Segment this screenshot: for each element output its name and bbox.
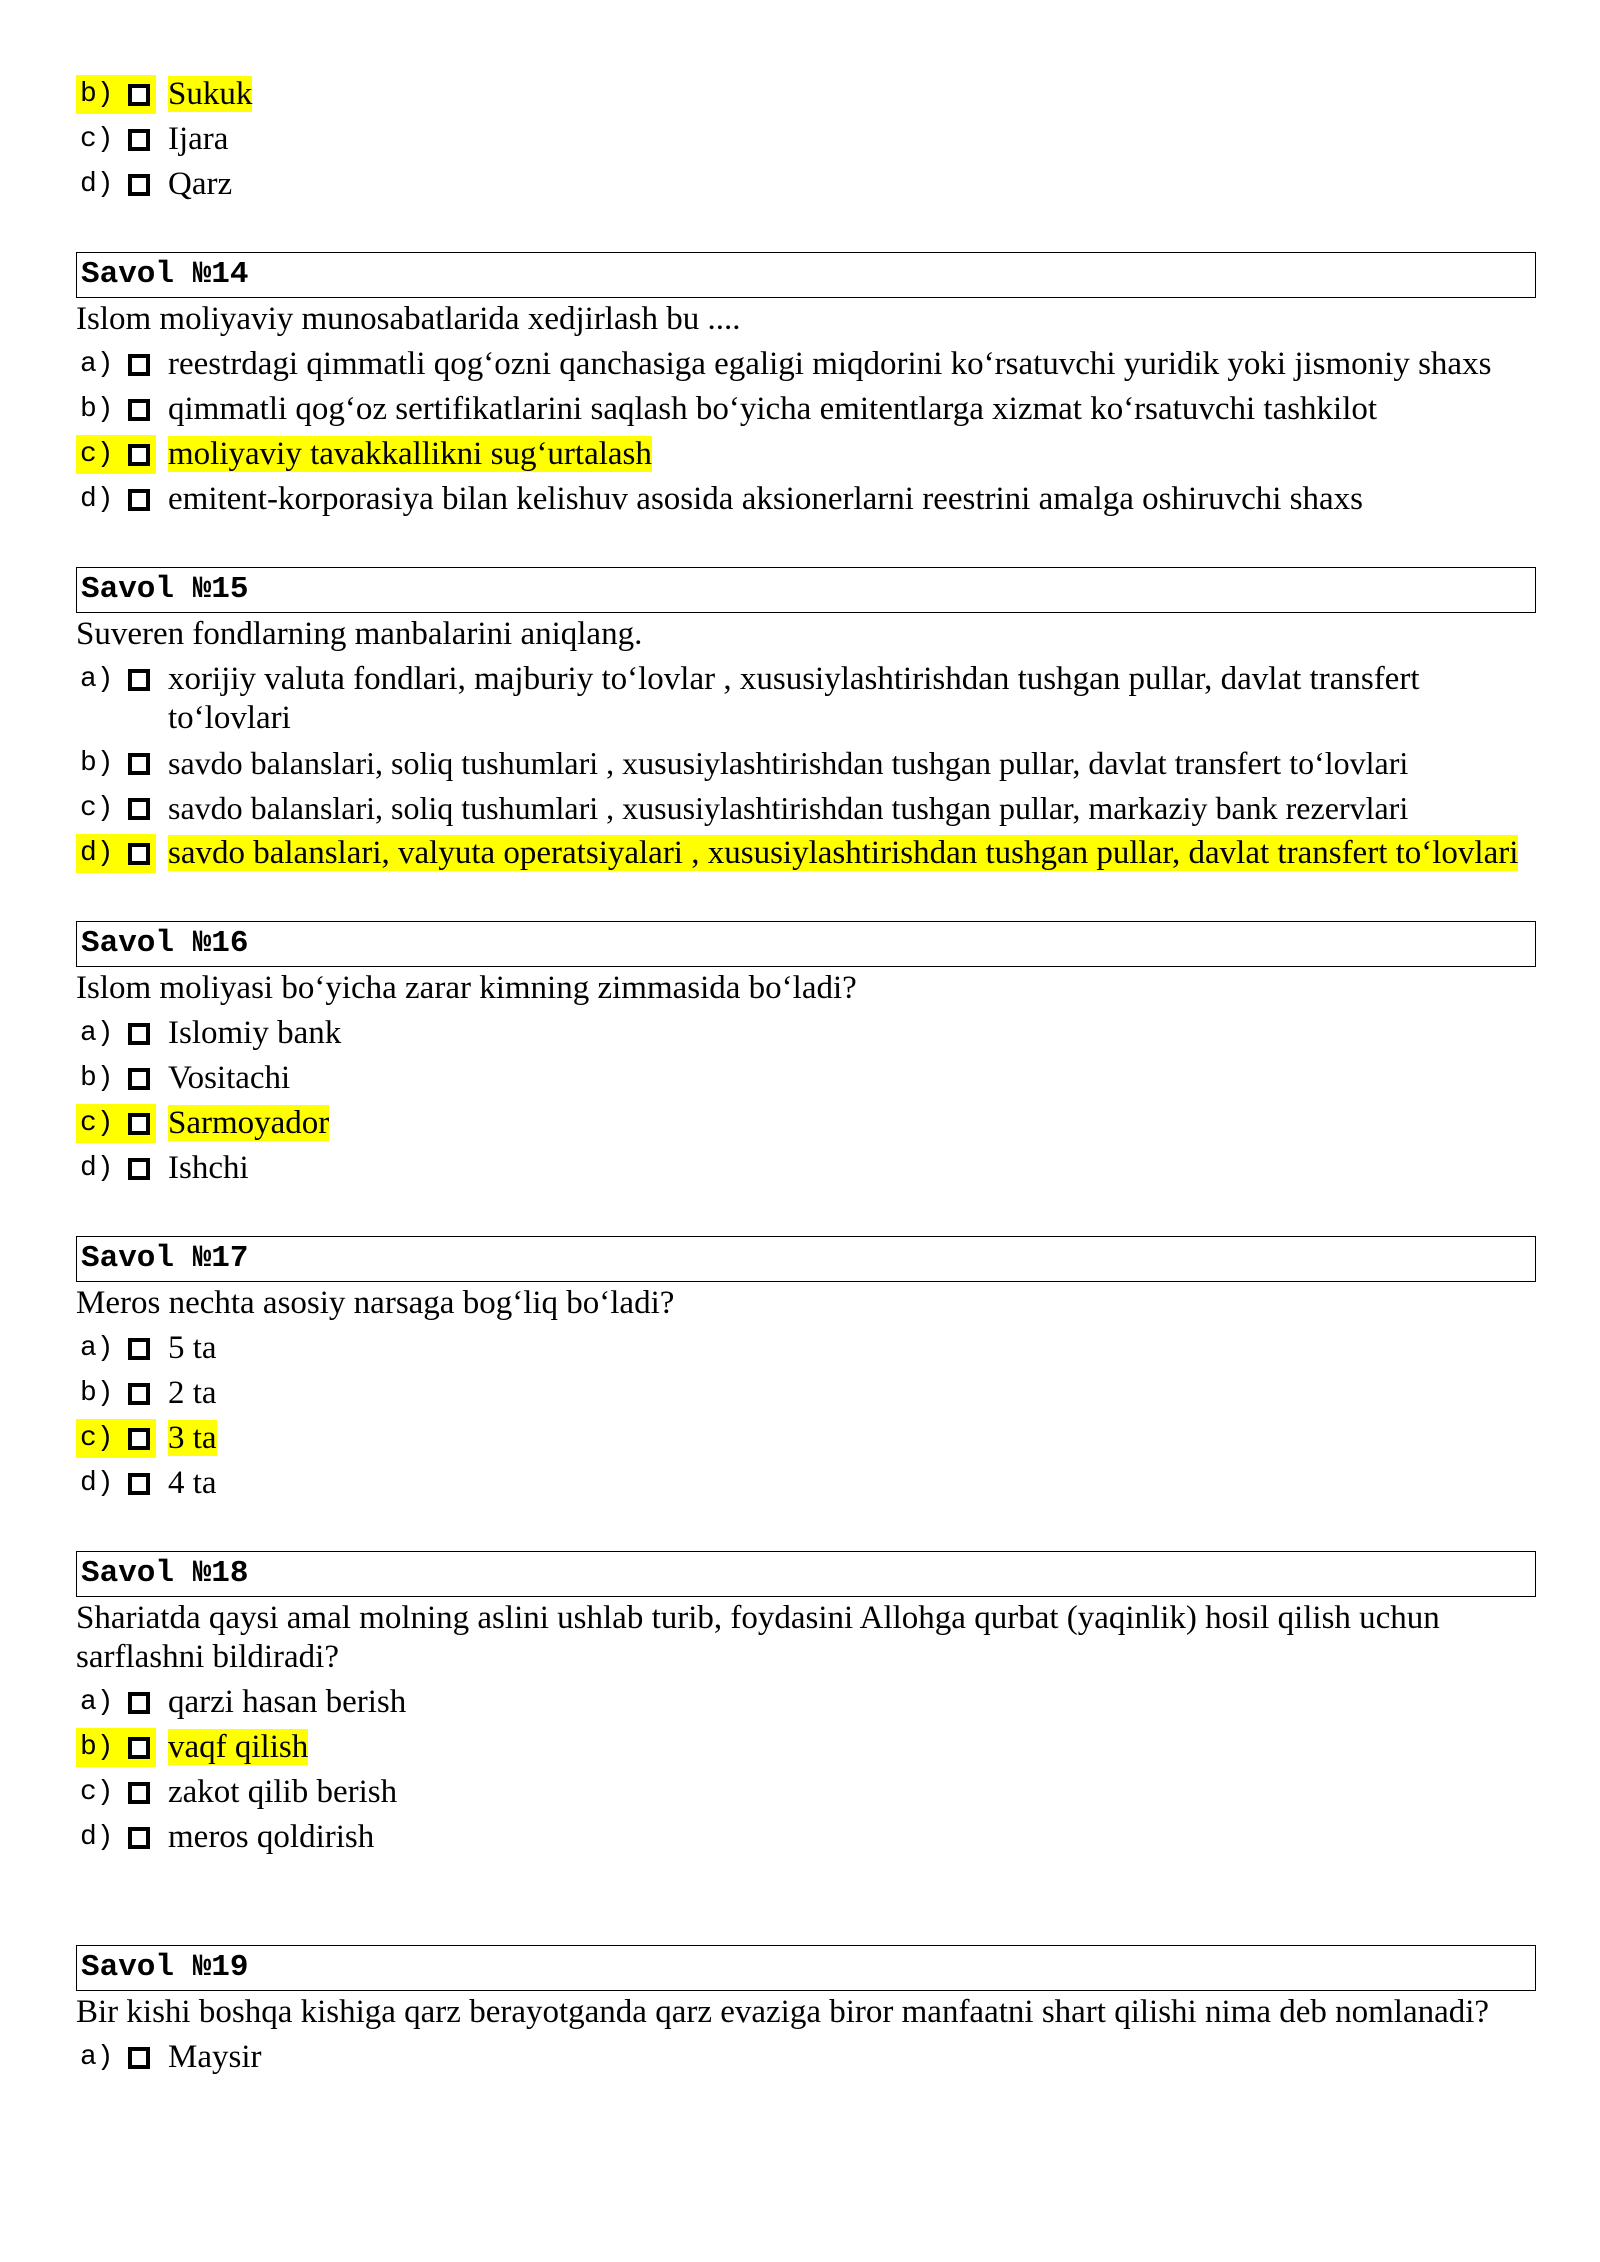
spacer [76,1857,1536,1897]
option-letter: a) [80,1333,114,1364]
option-label [76,1773,156,1812]
checkbox-square-icon[interactable] [128,489,150,511]
option-letter: a) [80,1018,114,1049]
option-letter: d) [80,484,114,515]
option-label [76,1149,156,1188]
option-label [76,435,156,474]
option-text: qarzi hasan berish [168,1684,407,1720]
option-letter: d) [80,169,114,200]
leading-options [76,75,1536,204]
option-label [76,1683,156,1722]
option-label [76,75,156,114]
option-d[interactable] [76,1818,1536,1857]
checkbox-square-icon[interactable] [128,444,150,466]
option-text: Sarmoyador [168,1105,330,1141]
option-b[interactable] [76,1059,1536,1098]
option-text: 5 ta [168,1330,217,1366]
option-d[interactable] [76,480,1536,519]
option-d[interactable] [76,834,1536,873]
option-d[interactable] [76,1464,1536,1503]
option-text: Maysir [168,2039,262,2075]
option-a[interactable] [76,345,1536,384]
checkbox-square-icon[interactable] [128,1473,150,1495]
quiz-document [76,75,1536,2077]
question-18 [76,1551,1536,1857]
question-text: Shariatda qaysi amal molning aslini ushlab turib, foydasini Allohga qurbat (yaqinlik) hosil qilish uchun sarflashni bildiradi? [76,1600,1440,1675]
checkbox-square-icon[interactable] [128,1782,150,1804]
option-text: savdo balanslari, soliq tushumlari , xususiylashtirishdan tushgan pullar, davlat transfert to‘lovlari [168,745,1409,781]
checkbox-square-icon[interactable] [128,84,150,106]
option-label [76,1419,156,1458]
option-letter: a) [80,2042,114,2073]
checkbox-square-icon[interactable] [128,798,150,820]
option-c[interactable] [76,1773,1536,1812]
option-text: zakot qilib berish [168,1774,398,1810]
option-label [76,789,156,828]
option-label [76,390,156,429]
option-letter: b) [80,394,114,425]
option-text: 3 ta [168,1420,217,1456]
option-letter: d) [80,1468,114,1499]
checkbox-square-icon[interactable] [128,1338,150,1360]
option-letter: b) [80,1732,114,1763]
option-letter: c) [80,1423,114,1454]
option-label [76,345,156,384]
question-text: Bir kishi boshqa kishiga qarz berayotganda qarz evaziga biror manfaatni shart qilishi nima deb nomlanadi? [76,1994,1490,2030]
option-letter: b) [80,1378,114,1409]
option-a[interactable] [76,1329,1536,1368]
question-text: Islom moliyaviy munosabatlarida xedjirlash bu .... [76,301,741,337]
option-b[interactable] [76,75,1536,114]
checkbox-square-icon[interactable] [128,1692,150,1714]
option-letter: d) [80,1153,114,1184]
checkbox-square-icon[interactable] [128,174,150,196]
option-text: emitent-korporasiya bilan kelishuv asosida aksionerlarni reestrini amalga oshiruvchi shaxs [168,481,1364,517]
option-letter: c) [80,439,114,470]
option-text: reestrdagi qimmatli qog‘ozni qanchasiga egaligi miqdorini ko‘rsatuvchi yuridik yoki jismoniy shaxs [168,346,1492,382]
option-label [76,1728,156,1767]
option-letter: d) [80,838,114,869]
option-label [76,1014,156,1053]
option-label [76,1329,156,1368]
option-text: Islomiy bank [168,1015,342,1051]
question-17 [76,1236,1536,1503]
checkbox-square-icon[interactable] [128,354,150,376]
option-text: moliyaviy tavakkallikni sug‘urtalash [168,436,652,472]
checkbox-square-icon[interactable] [128,753,150,775]
option-a[interactable] [76,2038,1536,2077]
option-label [76,660,156,699]
question-title: Savol №18 [76,1551,1536,1597]
option-label [76,1104,156,1143]
checkbox-square-icon[interactable] [128,1383,150,1405]
option-text: Sukuk [168,76,253,112]
option-c[interactable] [76,789,1536,828]
option-text: Vositachi [168,1060,291,1096]
option-b[interactable] [76,744,1536,783]
option-letter: b) [80,1063,114,1094]
question-15 [76,567,1536,873]
option-text: Qarz [168,166,233,202]
option-letter: b) [80,79,114,110]
checkbox-square-icon[interactable] [128,1113,150,1135]
option-letter: c) [80,1777,114,1808]
checkbox-square-icon[interactable] [128,843,150,865]
option-text: savdo balanslari, soliq tushumlari , xususiylashtirishdan tushgan pullar, markaziy bank rezervlari [168,790,1409,826]
option-letter: a) [80,1687,114,1718]
option-c[interactable] [76,435,1536,474]
option-letter: b) [80,748,114,779]
option-label [76,744,156,783]
checkbox-square-icon[interactable] [128,1428,150,1450]
question-title: Savol №19 [76,1945,1536,1991]
option-text: savdo balanslari, valyuta operatsiyalari , xususiylashtirishdan tushgan pullar, davlat transfert to‘lovlari [168,835,1519,871]
option-text: qimmatli qog‘oz sertifikatlarini saqlash bo‘yicha emitentlarga xizmat ko‘rsatuvchi tashkilot [168,391,1378,427]
option-text: 2 ta [168,1375,217,1411]
checkbox-square-icon[interactable] [128,1158,150,1180]
question-title: Savol №14 [76,252,1536,298]
question-text: Suveren fondlarning manbalarini aniqlang. [76,616,643,652]
option-c[interactable] [76,1104,1536,1143]
option-text: 4 ta [168,1465,217,1501]
option-label [76,1464,156,1503]
option-a[interactable] [76,1683,1536,1722]
checkbox-square-icon[interactable] [128,399,150,421]
option-letter: c) [80,1108,114,1139]
option-b[interactable] [76,1728,1536,1767]
checkbox-square-icon[interactable] [128,1827,150,1849]
option-a[interactable] [76,660,1536,738]
option-c[interactable] [76,120,1536,159]
option-label [76,165,156,204]
option-label [76,480,156,519]
option-b[interactable] [76,1374,1536,1413]
question-title: Savol №16 [76,921,1536,967]
option-d[interactable] [76,165,1536,204]
option-label [76,1818,156,1857]
option-text: xorijiy valuta fondlari, majburiy to‘lovlar , xususiylashtirishdan tushgan pullar, davlat transfert to‘lovlari [168,661,1420,736]
option-c[interactable] [76,1419,1536,1458]
checkbox-square-icon[interactable] [128,2047,150,2069]
option-label [76,1059,156,1098]
option-label [76,834,156,873]
checkbox-square-icon[interactable] [128,1023,150,1045]
checkbox-square-icon[interactable] [128,1068,150,1090]
option-letter: a) [80,664,114,695]
option-text: Ijara [168,121,229,157]
option-label [76,2038,156,2077]
checkbox-square-icon[interactable] [128,129,150,151]
question-text: Meros nechta asosiy narsaga bog‘liq bo‘ladi? [76,1285,675,1321]
option-label [76,120,156,159]
checkbox-square-icon[interactable] [128,669,150,691]
question-19 [76,1945,1536,2077]
option-letter: d) [80,1822,114,1853]
option-text: meros qoldirish [168,1819,375,1855]
checkbox-square-icon[interactable] [128,1737,150,1759]
question-title: Savol №15 [76,567,1536,613]
option-text: Ishchi [168,1150,249,1186]
question-14 [76,252,1536,519]
option-b[interactable] [76,390,1536,429]
question-16 [76,921,1536,1188]
option-label [76,1374,156,1413]
question-title: Savol №17 [76,1236,1536,1282]
option-text: vaqf qilish [168,1729,309,1765]
option-d[interactable] [76,1149,1536,1188]
option-letter: c) [80,793,114,824]
option-letter: c) [80,124,114,155]
option-letter: a) [80,349,114,380]
question-text: Islom moliyasi bo‘yicha zarar kimning zimmasida bo‘ladi? [76,970,857,1006]
option-a[interactable] [76,1014,1536,1053]
